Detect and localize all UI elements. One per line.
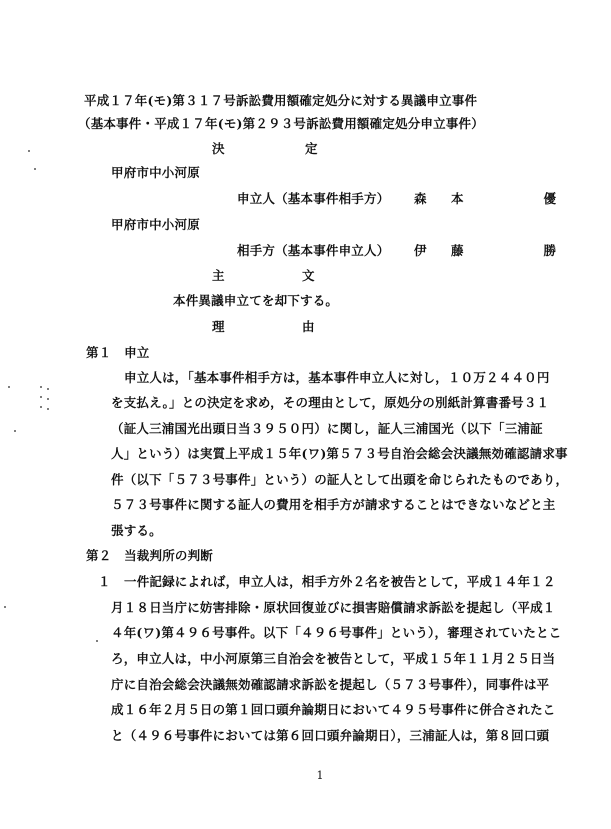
section1-line: （証人三浦国光出頭日当３９５０円）に関し，証人三浦国光（以下「三浦証 xyxy=(111,421,543,436)
decision-title: 決 定 xyxy=(212,141,352,156)
base-case-title: （基本事件・平成１７年(モ)第２９３号訴訟費用額確定処分申立事件） xyxy=(78,116,484,131)
section2-heading: 第２ 当裁判所の判断 xyxy=(86,548,214,563)
applicant-address: 甲府市中小河原 xyxy=(111,165,200,180)
scan-speck xyxy=(40,396,42,398)
respondent-address: 甲府市中小河原 xyxy=(111,217,200,232)
scan-speck xyxy=(8,386,10,388)
reasons-heading: 理 由 xyxy=(212,319,325,334)
scan-speck xyxy=(34,168,36,170)
scan-speck xyxy=(40,406,42,408)
scan-speck xyxy=(47,408,49,410)
section1-heading: 第１ 申立 xyxy=(86,345,150,360)
section2-item-number: １ xyxy=(98,574,111,589)
section2-line: と（４９６号事件においては第６回口頭弁論期日），三浦証人は，第８回口頭 xyxy=(111,728,550,743)
main-text-heading: 主 文 xyxy=(212,268,325,283)
section2-line: 月１８日当庁に妨害排除・原状回復並びに損害賠償請求訴訟を提起し（平成１ xyxy=(111,600,556,615)
scan-speck xyxy=(47,398,49,400)
scan-speck xyxy=(40,386,42,388)
page-number: 1 xyxy=(316,769,324,782)
case-title: 平成１７年(モ)第３１７号訴訟費用額確定処分に対する異議申立事件 xyxy=(84,93,478,108)
applicant-role: 申立人（基本事件相手方） xyxy=(237,191,390,206)
section2-line: 庁に自治会総会決議無効確認請求訴訟を提起し（５７３号事件），同事件は平 xyxy=(111,677,550,692)
section1-line: ５７３号事件に関する証人の費用を相手方が請求することはできないなどと主 xyxy=(111,497,556,512)
respondent-name: 伊 藤 勝 xyxy=(414,243,563,258)
main-text-body: 本件異議申立てを却下する。 xyxy=(173,293,339,308)
respondent-role: 相手方（基本事件申立人） xyxy=(237,243,390,258)
section1-line: 申立人は，「基本事件相手方は，基本事件申立人に対し，１０万２４４０円 xyxy=(124,370,550,385)
section2-line: 成１６年２月５日の第１回口頭弁論期日において４９５号事件に併合されたこ xyxy=(111,702,556,717)
section2-line: 一件記録によれば，申立人は，相手方外２名を被告として，平成１４年１２ xyxy=(124,574,556,589)
applicant-name: 森 本 優 xyxy=(414,191,563,206)
scan-speck xyxy=(28,150,30,152)
section1-line: 張する。 xyxy=(111,523,162,538)
section2-line: ４年(ワ)第４９６号事件。以下「４９６号事件」という），審理されていたとこ xyxy=(111,625,562,640)
scan-speck xyxy=(4,606,6,608)
scan-speck xyxy=(96,640,98,642)
section1-line: 人」という）は実質上平成１５年(ワ)第５７３号自治会総会決議無効確認請求事 xyxy=(111,446,568,461)
section1-line: を支払え。」との決定を求め，その理由として，原処分の別紙計算書番号３１ xyxy=(111,395,550,410)
scan-speck xyxy=(47,388,49,390)
section1-line: 件（以下「５７３号事件」という）の証人として出頭を命じられたものであり， xyxy=(111,472,569,487)
section2-line: ろ，申立人は，中小河原第三自治会を被告として，平成１５年１１月２５日当 xyxy=(111,651,556,666)
scan-speck xyxy=(14,430,16,432)
